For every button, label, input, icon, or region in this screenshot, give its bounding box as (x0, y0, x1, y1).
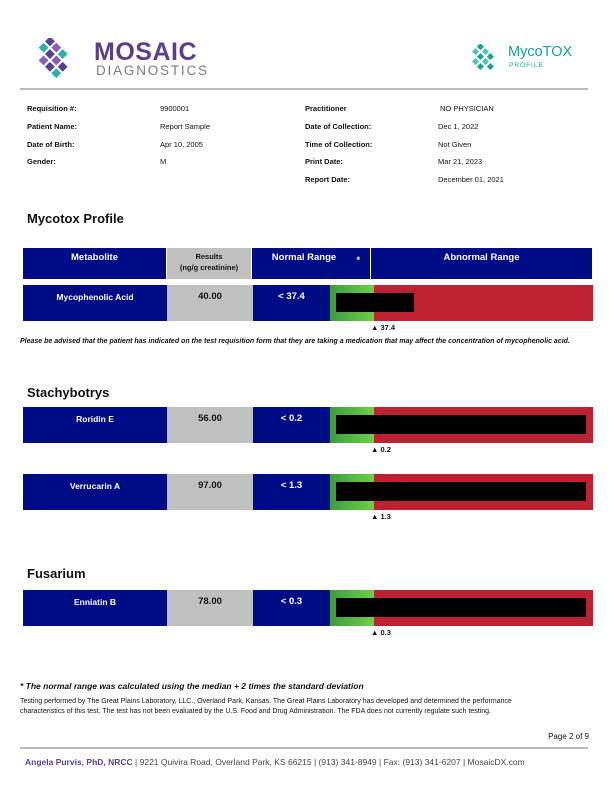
table-row-mycophenolic-acid (23, 285, 593, 321)
collection-time-value: Not Given (438, 140, 472, 149)
print-date-value: Mar 21, 2023 (438, 157, 483, 166)
mycotox-mark-icon (463, 44, 505, 72)
lab-disclaimer: Testing performed by The Great Plains Laboratory, LLC., Overland Park, Kansas. The Great Plains Laboratory has developed and determined the performance characteristics of this test. The test has not been evaluated by the U.S. Food and Drug Administration. The FDA does not currently regulate such testing. (20, 698, 512, 715)
logo-word-diagnostics: DIAGNOSTICS (96, 63, 209, 78)
footer-director-name: Angela Purvis, PhD, NRCC (25, 757, 133, 767)
range-bar (330, 474, 593, 510)
range-bar (330, 407, 593, 443)
collection-time-label: Time of Collection: (305, 140, 373, 149)
result-indicator-bar (336, 482, 586, 501)
gender-label: Gender: (27, 157, 56, 166)
logo-word-mycotox: MycoTOX (508, 44, 573, 60)
cutoff-marker: ▲ 37.4 (371, 323, 396, 332)
normal-range-value: < 0.2 (253, 407, 330, 443)
stachybotrys-title: Stachybotrys (27, 385, 110, 400)
table-row-enniatin-b (23, 590, 593, 626)
fusarium-title: Fusarium (27, 566, 86, 581)
patient-name-value: Report Sample (160, 122, 211, 131)
normal-range-footnote: * The normal range was calculated using the median + 2 times the standard deviation (20, 681, 364, 691)
logo-word-mosaic: MOSAIC (94, 38, 197, 66)
result-indicator-bar (336, 415, 586, 434)
result-value: 40.00 (167, 285, 253, 321)
practitioner-label: Practitioner (305, 104, 347, 113)
medication-note: Please be advised that the patient has indicated on the test requisition form that they are taking a medication that may affect the concentration of mycophenolic acid. (20, 338, 570, 345)
footer-divider (20, 747, 588, 749)
page-number: Page 2 of 9 (548, 732, 589, 741)
normal-range-star: * (356, 255, 360, 265)
requisition-label: Requisition #: (27, 104, 77, 113)
cutoff-marker: ▲ 0.3 (371, 628, 391, 637)
requisition-value: 9900001 (160, 104, 190, 113)
result-indicator-bar (336, 293, 414, 312)
mycotox-profile-logo (463, 44, 593, 74)
profile-title: Mycotox Profile (27, 211, 124, 226)
logo-word-profile: PROFILE (509, 62, 544, 69)
normal-range-value: < 37.4 (253, 285, 330, 321)
footer-address: | 9221 Quivira Road, Overland Park, KS 66215 | (913) 341-8949 | Fax: (913) 341-6207 | MosaicDX.com (132, 757, 525, 767)
header-results: Results (ng/g creatinine) (167, 248, 251, 279)
dob-label: Date of Birth: (27, 140, 75, 149)
header-normal-range: Normal Range * (252, 248, 370, 279)
metabolite-name: Mycophenolic Acid (23, 285, 167, 321)
table-row-verrucarin-a (23, 474, 593, 510)
footer-contact (25, 757, 525, 767)
metabolite-name: Enniatin B (23, 590, 167, 626)
table-row-roridin-e (23, 407, 593, 443)
range-bar (330, 590, 593, 626)
gender-value: M (160, 157, 167, 166)
metabolite-name: Roridin E (23, 407, 167, 443)
normal-range-value: < 1.3 (253, 474, 330, 510)
cutoff-marker: ▲ 0.2 (371, 445, 391, 454)
mosaic-diagnostics-logo (26, 36, 216, 81)
result-value: 97.00 (167, 474, 253, 510)
mosaic-mark-icon (26, 38, 88, 80)
collection-date-label: Date of Collection: (305, 122, 372, 131)
cutoff-marker: ▲ 1.3 (371, 512, 391, 521)
header-abnormal-range: Abnormal Range (371, 248, 592, 279)
result-value: 56.00 (167, 407, 253, 443)
normal-range-value: < 0.3 (253, 590, 330, 626)
header-metabolite: Metabolite (23, 248, 166, 279)
print-date-label: Print Date: (305, 157, 343, 166)
results-table-header (23, 248, 592, 279)
report-date-value: December 01, 2021 (438, 175, 504, 184)
result-indicator-bar (336, 598, 586, 617)
practitioner-value: NO PHYSICIAN (440, 104, 494, 113)
patient-name-label: Patient Name: (27, 122, 78, 131)
header-divider (20, 88, 588, 90)
range-bar (330, 285, 593, 321)
result-value: 78.00 (167, 590, 253, 626)
report-date-label: Report Date: (305, 175, 351, 184)
dob-value: Apr 10, 2005 (160, 140, 203, 149)
collection-date-value: Dec 1, 2022 (438, 122, 479, 131)
metabolite-name: Verrucarin A (23, 474, 167, 510)
